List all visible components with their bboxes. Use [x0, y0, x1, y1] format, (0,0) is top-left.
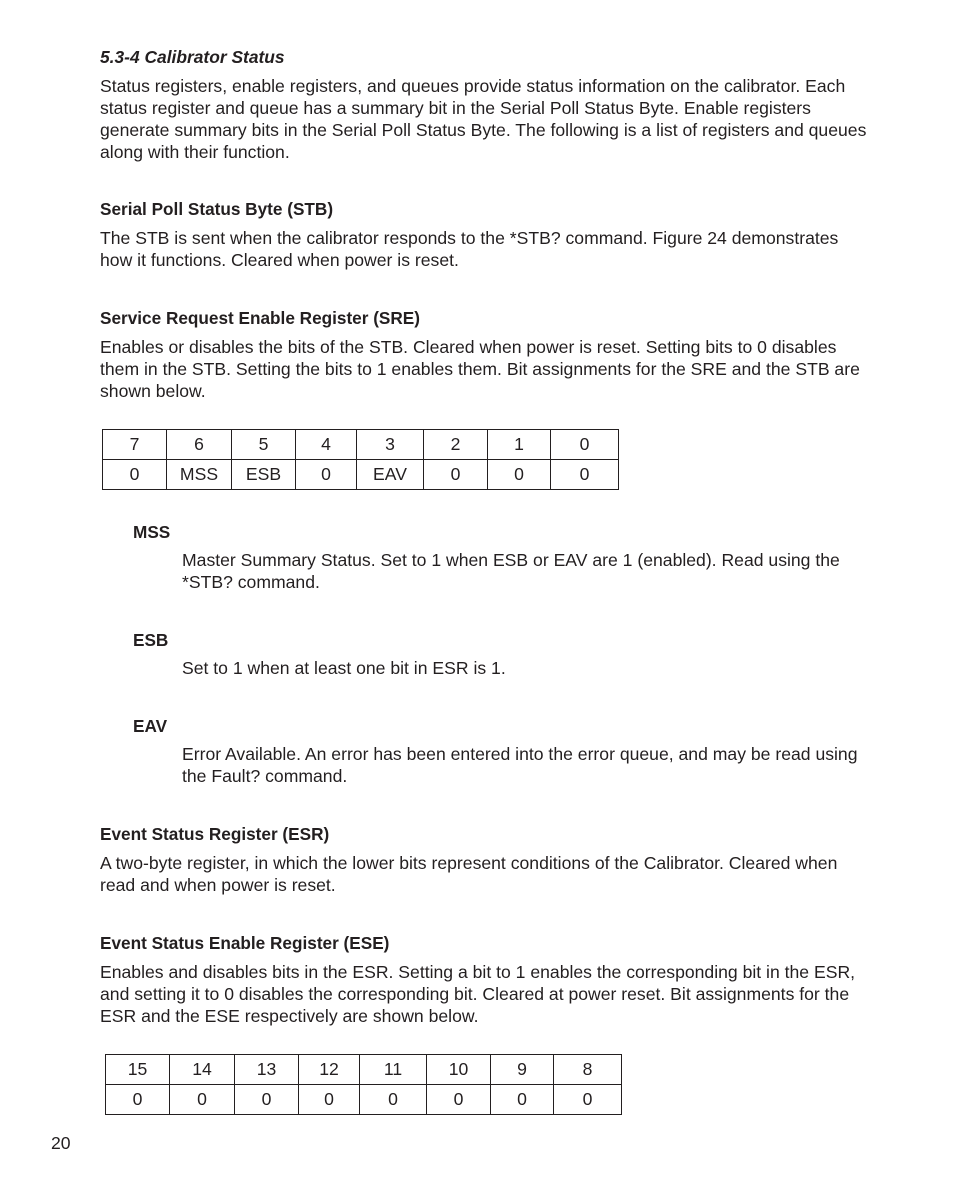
esr-section — [100, 823, 870, 896]
page-number: 20 — [51, 1133, 71, 1153]
table-header-row — [103, 430, 619, 460]
mss-definition — [133, 521, 870, 593]
table-cell: 11 — [360, 1055, 427, 1085]
table-cell: 0 — [360, 1085, 427, 1115]
table-cell: MSS — [167, 460, 232, 490]
table-cell: 6 — [167, 430, 232, 460]
stb-body: The STB is sent when the calibrator responds to the *STB? command. Figure 24 demonstrates how it functions. Cleared when power is reset. — [100, 228, 839, 270]
table-cell: EAV — [357, 460, 424, 490]
table-cell: 0 — [296, 460, 357, 490]
table-cell: 5 — [232, 430, 296, 460]
section-intro: Status registers, enable registers, and queues provide status information on the calibrator. Each status register and queue has a summary bit in the Serial Poll Status Byte. Enable registers generate summary bits in the Serial Poll Status Byte. The following is a list of registers and queues along with their function. — [100, 76, 867, 162]
table-cell: 8 — [554, 1055, 622, 1085]
table-cell: 14 — [170, 1055, 235, 1085]
table-cell: 10 — [427, 1055, 491, 1085]
sre-body: Enables or disables the bits of the STB. Cleared when power is reset. Setting bits to 0 disables them in the STB. Setting the bits to 1 enables them. Bit assignments for the SRE and the STB are shown below. — [100, 337, 860, 401]
esb-heading: ESB — [133, 630, 169, 650]
sre-bit-table — [102, 429, 619, 490]
eav-definition — [133, 715, 870, 787]
ese-bit-table — [105, 1054, 622, 1115]
esb-body: Set to 1 when at least one bit in ESR is 1. — [182, 658, 506, 678]
table-header-row — [106, 1055, 622, 1085]
table-cell: 0 — [488, 460, 551, 490]
table-cell: 1 — [488, 430, 551, 460]
eav-body: Error Available. An error has been entered into the error queue, and may be read using the Fault? command. — [182, 744, 858, 786]
table-cell: 2 — [424, 430, 488, 460]
esr-heading: Event Status Register (ESR) — [100, 824, 330, 844]
sre-section — [100, 307, 870, 402]
esb-definition — [133, 629, 870, 679]
table-row — [103, 460, 619, 490]
document-page — [100, 46, 870, 1115]
table-cell: 4 — [296, 430, 357, 460]
table-cell: 0 — [551, 460, 619, 490]
table-cell: 0 — [106, 1085, 170, 1115]
table-cell: 0 — [235, 1085, 299, 1115]
stb-section — [100, 198, 870, 271]
section-title: 5.3-4 Calibrator Status — [100, 47, 285, 67]
table-cell: 0 — [103, 460, 167, 490]
mss-heading: MSS — [133, 522, 171, 542]
table-cell: 0 — [551, 430, 619, 460]
table-cell: ESB — [232, 460, 296, 490]
ese-section — [100, 932, 870, 1027]
table-cell: 0 — [491, 1085, 554, 1115]
table-cell: 9 — [491, 1055, 554, 1085]
stb-heading: Serial Poll Status Byte (STB) — [100, 199, 334, 219]
table-row — [106, 1085, 622, 1115]
table-cell: 3 — [357, 430, 424, 460]
table-cell: 7 — [103, 430, 167, 460]
table-cell: 15 — [106, 1055, 170, 1085]
table-cell: 13 — [235, 1055, 299, 1085]
table-cell: 0 — [554, 1085, 622, 1115]
esr-body: A two-byte register, in which the lower bits represent conditions of the Calibrator. Cleared when read and when power is reset. — [100, 853, 838, 895]
table-cell: 12 — [299, 1055, 360, 1085]
mss-body: Master Summary Status. Set to 1 when ESB or EAV are 1 (enabled). Read using the *STB? command. — [182, 550, 840, 592]
eav-heading: EAV — [133, 716, 168, 736]
table-cell: 0 — [299, 1085, 360, 1115]
table-cell: 0 — [170, 1085, 235, 1115]
ese-heading: Event Status Enable Register (ESE) — [100, 933, 390, 953]
ese-body: Enables and disables bits in the ESR. Setting a bit to 1 enables the corresponding bit in the ESR, and setting it to 0 disables the corresponding bit. Cleared at power reset. Bit assignments for the ESR and the ESE respectively are shown below. — [100, 962, 856, 1026]
calibrator-status-section — [100, 46, 870, 163]
sre-heading: Service Request Enable Register (SRE) — [100, 308, 420, 328]
table-cell: 0 — [424, 460, 488, 490]
table-cell: 0 — [427, 1085, 491, 1115]
